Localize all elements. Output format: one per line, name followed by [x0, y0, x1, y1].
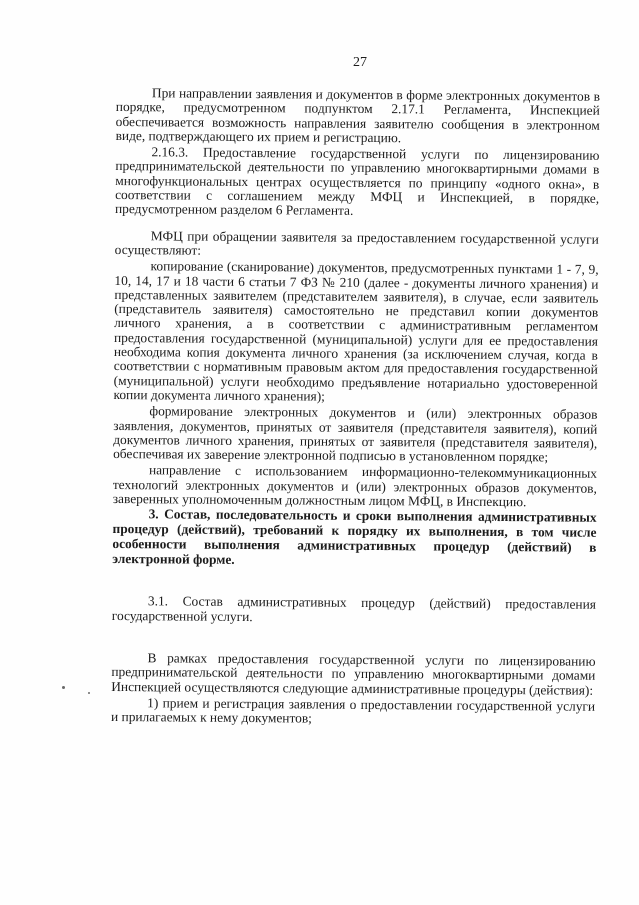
paragraph-2-16-3: 2.16.3. Предоставление государственной услуги по лицензированию предпринимательской деятельности по управлению многоквартирными домами в многофункциональных центрах осуществляется по принципу «одного окна», в соответствии с соглашением между МФЦ и Инспекцией, в порядке, предусмотренном разделом 6 Регламента. [114, 144, 600, 219]
paragraph-sending: направление с использованием информационно-телекоммуникационных технологий электронных документов и (или) электронных образов документов, заверенных уполномоченным должностным лицом МФЦ, в Инспекцию. [112, 462, 598, 510]
document-body [111, 86, 600, 728]
paragraph-procedure-1: 1) прием и регистрация заявления о предоставлении государственной услуги и прилагаемых к нему документов; [110, 695, 596, 726]
page-number: 27 [353, 55, 367, 70]
section-3-heading: 3. Состав, последовательность и сроки выполнения административных процедур (действий), требований к порядку их выполнения, в том числе особенности выполнения административных процедур (действий) в электронной форме. [112, 506, 597, 568]
paragraph-electronic-submission: При направлении заявления и документов в форме электронных документов в порядке, предусмотренном подпунктом 2.17.1 Регламента, Инспекцией обеспечивается возможность направления заявителю сообщения в электронном виде, подтверждающего их прием и регистрацию. [115, 85, 600, 146]
margin-dot [62, 686, 65, 689]
paragraph-3-1: 3.1. Состав административных процедур (действий) предоставления государственной услуги. [111, 593, 597, 624]
paragraph-mfc-intro: МФЦ при обращении заявителя за предоставлением государственной услуги осуществляют: [114, 227, 599, 258]
paragraph-forming: формирование электронных документов и (или) электронных образов заявления, документов, принятых от заявителя (представителя заявителя), копий документов личного хранения, принятых от заявителя (представителя заявителя), обеспечивая их заверение электронной подписью в установленном порядке; [113, 403, 598, 465]
margin-dot [88, 692, 90, 694]
paragraph-procedures-intro: В рамках предоставления государственной услуги по лицензированию предпринимательской деятельности по управлению многоквартирными домами Инспекцией осуществляются следующие административные процедуры (действия): [111, 650, 596, 698]
paragraph-copying: копирование (сканирование) документов, предусмотренных пунктами 1 - 7, 9, 10, 14, 17 и 18 части 6 статьи 7 ФЗ № 210 (далее - документы личного хранения) и представленных заявителем (представителем заявителя), в случае, если заявитель (представитель заявителя) самостоятельно не представил копии документов личного хранения, а в соответствии с административным регламентом предоставления государственной (муниципальной) услуги для ее предоставления необходима копия документа личного хранения (за исключением случая, когда в соответствии с нормативным правовым актом для предоставления государственной (муниципальной) услуги необходимо предъявление нотариально удостоверенной копии документа личного хранения); [113, 258, 599, 404]
